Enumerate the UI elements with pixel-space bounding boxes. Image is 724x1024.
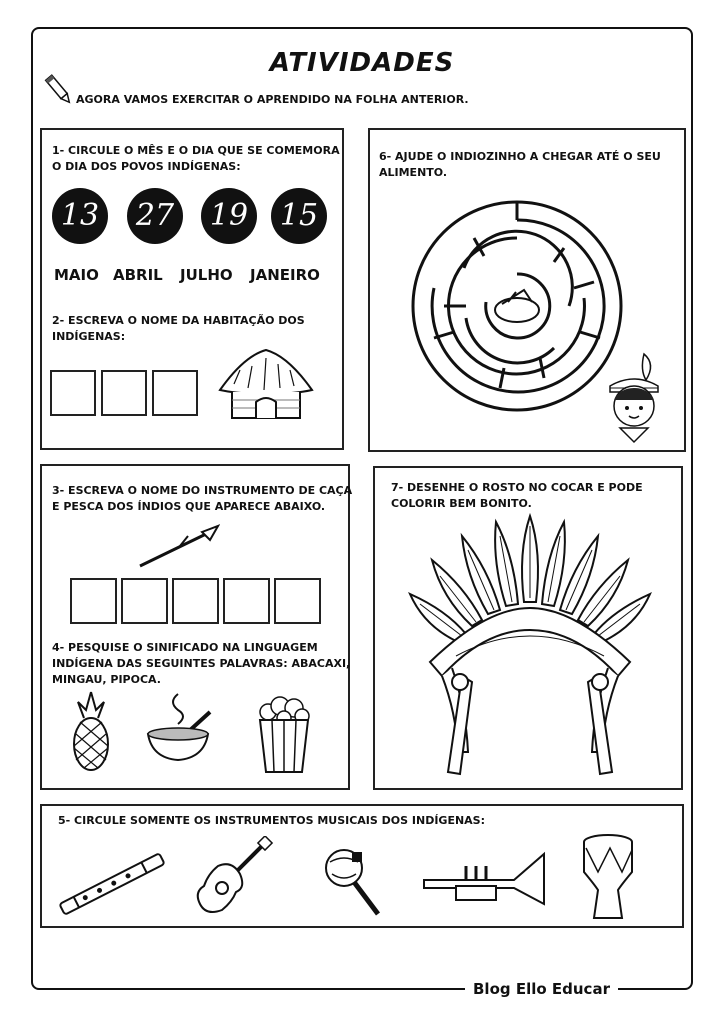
answer-box[interactable] bbox=[121, 578, 168, 624]
guitar-icon[interactable] bbox=[192, 836, 274, 918]
flute-icon[interactable] bbox=[52, 848, 172, 920]
month-option-julho[interactable]: JULHO bbox=[180, 266, 233, 284]
question-3-line-1: 3- ESCREVA O NOME DO INSTRUMENTO DE CAÇA bbox=[52, 484, 353, 497]
answer-box[interactable] bbox=[172, 578, 219, 624]
question-2-line-1: 2- ESCREVA O NOME DA HABITAÇÃO DOS bbox=[52, 314, 305, 327]
month-option-janeiro[interactable]: JANEIRO bbox=[250, 266, 320, 284]
hut-icon bbox=[214, 348, 318, 424]
question-3-text bbox=[52, 483, 352, 515]
question-7-text bbox=[391, 480, 643, 512]
date-option-15[interactable]: 15 bbox=[271, 188, 327, 244]
answer-box[interactable] bbox=[101, 370, 147, 416]
bowl-icon bbox=[144, 688, 214, 764]
indian-boy-icon bbox=[600, 350, 668, 446]
question-7-line-2: COLORIR BEM BONITO. bbox=[391, 497, 532, 510]
question-4-text bbox=[52, 640, 350, 688]
question-2-line-2: INDÍGENAS: bbox=[52, 330, 126, 343]
answer-box[interactable] bbox=[152, 370, 198, 416]
month-option-abril[interactable]: ABRIL bbox=[113, 266, 163, 284]
month-option-maio[interactable]: MAIO bbox=[54, 266, 99, 284]
page-title: ATIVIDADES bbox=[269, 48, 455, 78]
instructions-text: AGORA VAMOS EXERCITAR O APRENDIDO NA FOLHA ANTERIOR. bbox=[76, 93, 469, 106]
question-6-line-2: ALIMENTO. bbox=[379, 166, 448, 179]
maraca-icon[interactable] bbox=[322, 844, 386, 918]
question-3-line-2: E PESCA DOS ÍNDIOS QUE APARECE ABAIXO. bbox=[52, 500, 326, 513]
question-4-line-1: 4- PESQUISE O SINIFICADO NA LINGUAGEM bbox=[52, 641, 318, 654]
question-4-line-2: INDÍGENA DAS SEGUINTES PALAVRAS: ABACAXI, bbox=[52, 657, 351, 670]
pencil-icon bbox=[44, 72, 74, 108]
drum-icon[interactable] bbox=[580, 832, 636, 922]
question-6-line-1: 6- AJUDE O INDIOZINHO A CHEGAR ATÉ O SEU bbox=[379, 150, 661, 163]
question-2-text bbox=[52, 313, 305, 345]
question-1-line-1: 1- CIRCULE O MÊS E O DIA QUE SE COMEMORA bbox=[52, 144, 340, 157]
answer-box[interactable] bbox=[274, 578, 321, 624]
maze-image[interactable] bbox=[404, 198, 630, 414]
headdress-image[interactable] bbox=[396, 512, 664, 782]
footer-brand: Blog Ello Educar bbox=[465, 980, 618, 998]
question-5-text: 5- CIRCULE SOMENTE OS INSTRUMENTOS MUSICAIS DOS INDÍGENAS: bbox=[58, 814, 485, 827]
pineapple-icon bbox=[70, 690, 112, 772]
question-7-line-1: 7- DESENHE O ROSTO NO COCAR E PODE bbox=[391, 481, 643, 494]
answer-box[interactable] bbox=[50, 370, 96, 416]
date-option-13[interactable]: 13 bbox=[52, 188, 108, 244]
popcorn-icon bbox=[254, 694, 314, 774]
spear-icon bbox=[136, 524, 220, 570]
date-option-19[interactable]: 19 bbox=[201, 188, 257, 244]
date-option-27[interactable]: 27 bbox=[127, 188, 183, 244]
question-4-line-3: MINGAU, PIPOCA. bbox=[52, 673, 161, 686]
question-1-text bbox=[52, 143, 340, 175]
question-1-line-2: O DIA DOS POVOS INDÍGENAS: bbox=[52, 160, 241, 173]
trumpet-icon[interactable] bbox=[420, 846, 550, 910]
answer-box[interactable] bbox=[70, 578, 117, 624]
answer-box[interactable] bbox=[223, 578, 270, 624]
question-6-text bbox=[379, 149, 661, 181]
